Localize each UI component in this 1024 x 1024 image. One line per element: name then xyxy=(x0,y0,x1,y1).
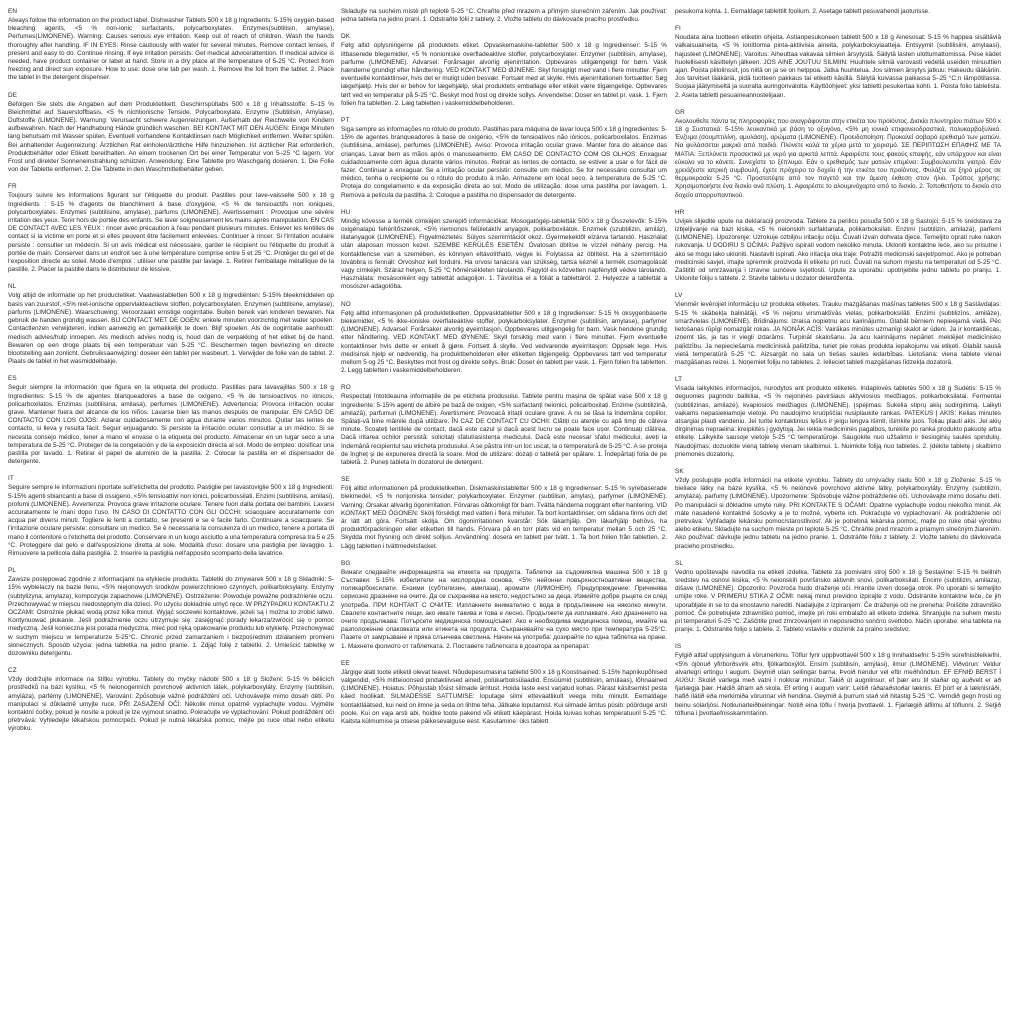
text-column-1 xyxy=(8,8,334,1016)
language-code: DK xyxy=(341,33,351,41)
section-body: Siga sempre as informações no rótulo do produto. Pastilhas para máquina de lavar louça 500 x 18 g Ingredientes: 5-15% de agentes branqueadores à base de oxigénio, <5% de tensioativos não iónicos, policarboxilatos. Enzimas (subtilisina, amilase), perfumes (LIMONENE). Aviso: Provoca irritação ocular grave. Manter fora do alcance das crianças. Lavar bem as mãos após o manuseamento. EM CASO DE CONTACTO COM OS OLHOS: Enxaguar cuidadosamente com água durante vários minutos. Retirar as lentes de contacto, se estiver a usar e for fácil de fazer. Continuar a enxaguar. Se a irritação ocular persistir: consulte um médico. Se for necessário consultar um médico, tenha o recipiente ou o rótulo do produto à mão. Armazene em local seco, à temperatura de 5-25 °C. Proteja do congelamento e da exposição direta ao sol. Modo de utilização: dose uma pastilha por lavagem. 1. Remova a película da pastilha. 2. Coloque a pastilha no dispensador de detergente. xyxy=(341,126,667,199)
section-ee xyxy=(341,660,667,726)
section-body: Järgige alati toote etiketil olevat teavet. Nõudepesumasina tabletid 500 x 18 g Koostisained: 5-15% hapnikupõhised valgendid, <5% mitteioonsed pindaktiivsed ained, polükarboksülaadid. Ensüümid (subtilisiin, amülaas), lõhnaained (LIMONENE). Hoiatus: Põhjustab tõsist silmade ärritust. Hoida laste eest varjatud kohas. Pärast käsitsemist pesta käed hoolikalt. SILMADESSE SATTUMISE: loputage silmi ettevaatlikult veega mitu minutit. Eemaldage kontaktläätsed, kui neid on ilmne ja seda on lihtne teha. Jätkake loputamist. Kui silmade ärritus püsib: pöörduge arsti poole. Kui on vaja arsti abi, hoidke toote pakend või etikett käepärast. Hoida kuivas kohas temperatuuril 5-25 °C. Kaitsta külmumise ja otsese päikesevalguse eest. Kasutamine: üks tablett xyxy=(341,668,667,726)
section-ro xyxy=(341,384,667,467)
language-code: NL xyxy=(8,283,17,291)
section-se xyxy=(341,476,667,551)
section-body: Respectați întotdeauna informațiile de pe eticheta produsului. Tablete pentru mașina de spălat vase 500 x 18 g Ingrediente: 5-15% agenți de albire pe bază de oxigen, <5% surfactanți neionici, policarboxilați. Enzime (subtilizină, amilază), parfumuri (LIMONENE). Avertisment: Provoacă iritații oculare grave. A nu se lăsa la îndemâna copiilor. Spălați-vă bine mâinile după utilizare. ÎN CAZ DE CONTACT CU OCHII: Clătiți cu atenție cu apă timp de câteva minute. Scoateți lentilele de contact, dacă este cazul și dacă acest lucru se poate face ușor. Continuați clătirea. Dacă iritarea ochilor persistă: solicitați sfatul/asistența medicului. Dacă este necesar sfatul medicului, aveți la îndemână recipientul sau eticheta produsului. A se păstra într-un loc uscat, la o temperatură de 5-25 °C. A se proteja de îngheț și de expunerea directă la soare. Mod de utilizare: dozați o tabletă per spălare. 1. Îndepărtați folia de pe tabletă. 2. Puneți tableta în dozatorul de detergent. xyxy=(341,393,667,466)
section-de xyxy=(8,92,334,175)
section-cz-continued xyxy=(341,8,667,24)
section-cz xyxy=(8,667,334,733)
section-en xyxy=(8,8,334,83)
section-body: Fylgið alltaf upplýsingum á vörumerkinu. Töflur fyrir uppþvottavél 500 x 18 g Innihaldsefni: 5-15% súrefnisbleikiefni, <5% ójónuð yfirborðsvirk efni, fjölkarboxýlöt. Ensím (subtilisín, amýlasi), ilmur (LIMONENE). Viðvörun: Veldur alvarlegri ertingu í augum. Geymið utan seilingar barna. Þvoið hendur vel eftir meðhöndlun. EF EFNIÐ BERST Í AUGU: Skolið varlega með vatni í nokkrar mínútur. Takið út augnlinsur, ef þær eru til staðar og auðvelt er að fjarlægja þær. Haldið áfram að skola. Ef erting í augum varir: Leitið ráða/aðstoðar læknis. Ef þörf er á læknisráði, hafið ílátið eða merkimiða vörunnar við hendina. Geymið á þurrum stað við hitastig 5-25 °C. Verndið gegn frosti og beinu sólarljósi. Notkunarleiðbeiningar: Notið eina töflu í hverja þvottavél. 1. Fjarlægið álfilmu af töflunni. 2. Setjið töfluna í þvottaefnisskammtarinn. xyxy=(675,652,1001,717)
section-body: Mindig kövesse a termék címkéjén szereplő információkat. Mosogatógép-tabletták 500 x 18 g Összetevők: 5-15% oxigénalapú fehérítőszerek, <5% nemionos felületaktív anyagok, polikarboxilátok. Enzimek (szubtilizin, amiláz), illatanyagok (LIMONENE). Figyelmeztetés: Súlyos szemirritációt okoz. Gyermekektől elzárva tartandó. Használat után alaposan mosson kezet. SZEMBE KERÜLÉS ESETÉN: Óvatosan öblítse le vízzel néhány percig. Ha kontaktlencse van a szemében, és könnyen eltávolítható, vegye ki. Folytassa az öblítést. Ha a szemirritáció továbbra is fennáll: Orvoshoz kell fordulni. Ha orvosi tanácsra van szükség, tartsa kéznél a termék csomagolását vagy címkéjét. Száraz helyen, 5-25 °C hőmérsékleten tárolandó. Fagytól és közvetlen napfénytől védve tárolandó. Használata: mosásonként egy tablettát adagoljon. 1. Távolítsa el a fóliát a tablettáról. 2. Helyezze a tablettát a mosószer-adagolóba. xyxy=(341,217,667,291)
section-body: Visada laikykitės informacijos, nurodytos ant produkto etiketės. Indaplovės tabletės 500 x 18 g Sudėtis: 5-15 % deguonies pagrindo balikliai, <5 % nejoninės paviršiaus aktyviosios medžiagos, polikarboksilatai. Fermentai (subtilizinas, amilazė), kvapiosios medžiagos (LIMONENE). Įspėjimas: Sukelia stiprų akių sudirginimą. Laikyti vaikams nepasiekiamoje vietoje. Po naudojimo kruopščiai nusiplaukite rankas. PATEKUS Į AKIS: Kelias minutes atsargiai plauti vandeniu. Jei turite kontaktinius lęšius ir jeigu lengva išimti, išimkite juos. Toliau plauti akis. Jei akių dirginimas nepraeina: kreipkitės į gydytoją. Jei reikia medicininės pagalbos, turėkite po ranka produkto pakuotę arba etiketę. Laikykite sausoje vietoje 5-25 °C temperatūroje. Saugokite nuo užšalimo ir tiesioginių saulės spindulių. Naudojimas: dozuokite vieną tabletę vienam skalbimui. 1. Nuimkite foliją nuo tabletės. 2. Įdėkite tabletę į skalbimo priemonės dozatorių. xyxy=(675,385,1001,458)
language-code: SK xyxy=(675,467,684,475)
language-code: BG xyxy=(341,559,351,567)
section-body: Toujours suivre les informations figurant sur l'étiquette du produit. Pastilles pour lave-vaisselle 500 x 18 g Ingrédients : 5-15 % d'agents de blanchiment à base d'oxygène, <5 % de tensioactifs non ioniques, polycarboxylates. Enzymes (subtilisine, amylase), parfums (LIMONENE). Avertissement : Provoque une sévère irritation des yeux. Tenir hors de portée des enfants. Se laver soigneusement les mains après manipulation. EN CAS DE CONTACT AVEC LES YEUX : rincer avec précaution à l'eau pendant plusieurs minutes. Enlever les lentilles de contact si la victime en porte et si elles peuvent être facilement enlevées. Continuer à rincer. Si l'irritation oculaire persiste : consulter un médecin. Si un avis médical est nécessaire, garder le récipient ou l'étiquette du produit à portée de main. Conserver dans un endroit sec à une température comprise entre 5 et 25 °C. Protéger du gel et de l'exposition directe au soleil. Mode d'emploi : utiliser une pastille par lavage. 1. Retirer l'emballage métallique de la pastille. 2. Placer la pastille dans le distributeur de lessive. xyxy=(8,192,334,274)
section-pl xyxy=(8,567,334,658)
section-pt xyxy=(341,117,667,200)
section-nl xyxy=(8,283,334,366)
language-code: EN xyxy=(8,8,18,15)
section-sk xyxy=(675,468,1001,551)
section-body: Vždy dodržujte informace na štítku výrobku. Tablety do myčky nádobí 500 x 18 g Složení: 5-15 % bělicích prostředků na bázi kyslíku, <5 % neionogenních povrchově aktivních látek, polykarboxyláty. Enzymy (subtilisin, amyláza), parfémy (LIMONENE). Varování: Způsobuje vážné podráždění očí. Uchovávejte mimo dosah dětí. Po manipulaci si důkladně umyjte ruce. PŘI ZASAŽENÍ OČÍ: Několik minut opatrně vyplachujte vodou. Vyjměte kontaktní čočky, pokud je nosíte a pokud je lze vyjmout snadno. Pokračujte ve vyplachování. Pokud podráždění očí přetrvává: Vyhledejte lékařskou pomoc/péči. Pokud je nutná lékařská pomoc, mějte po ruce obal nebo etiketu výrobku. xyxy=(8,676,334,733)
section-body: Always follow the information on the product label. Dishwasher Tablets 500 x 18 g Ingredients: 5-15% oxygen-based bleaching agents, <5 % non-ionic surfactants, polycarboxylates. Enzymes(subtilisin, amylase), Perfumes(LIMONENE). Warning: Causes serious eye irritation. Keep out of reach of children. Wash the hands thoroughly after handling. IF IN EYES: Rinse cautiously with water for several minutes. Remove contact lenses, if present and easy to do. Continue rinsing. If eye irritation persists: Get medical advice/attention. If medical advice is needed, have product container or label at hand. Store in a dry place at the temperature of 5-25 °C. Protect from freezing and direct sun exposure. How to use: dose one tab per wash. 1. Remove the foil from the tablet. 2. Place the tablet in the detergent dispenser. xyxy=(8,17,334,82)
section-body: Volg altijd de informatie op het productetiket. Vaatwastabletten 500 x 18 g Ingrediënten: 5-15% bleekmiddelen op basis van zuurstof, <5% niet-ionische oppervlakteactieve stoffen, polycarboxylaten. Enzymen (subtilisine, amylase), parfums (LIMONENE). Waarschuwing: Veroorzaakt ernstige oogirritatie. Buiten bereik van kinderen bewaren. Na gebruik de handen grondig wassen. BIJ CONTACT MET DE OGEN: enkele minuten voorzichtig met water spoelen. Contactlenzen verwijderen, indien aanwezig en gemakkelijk te doen. Blijf spoelen. Als de oogirritatie aanhoudt: medisch advies/hulp inroepen. Als medisch advies nodig is, houd dan de verpakking of het etiket bij de hand. Bewaren op een droge plaats bij een temperatuur van 5-25 °C. Beschermen tegen bevriezing en directe blootstelling aan zonlicht. Gebruiksaanwijzing: doseer één tablet per wasbeurt. 1. Verwijder de folie van de tablet. 2. Plaats de tablet in het wasmiddelbakje. xyxy=(8,292,334,366)
section-body: Skladujte na suchém místě při teplotě 5-25 °C. Chraňte před mrazem a přímým slunečním zářením. Jak používat: jedna tableta na jedno praní. 1. Odstraňte fólii z tablety. 2. Vložte tabletu do dávkovače pracího prostředku. xyxy=(341,8,667,24)
language-code: SL xyxy=(675,559,684,567)
language-code: LT xyxy=(675,376,683,384)
label-text-page xyxy=(8,8,1016,1016)
section-is xyxy=(675,643,1001,718)
section-body: Zawsze postępować zgodnie z informacjami na etykiecie produktu. Tabletki do zmywarek 500 x 18 g Składniki: 5-15% wybielaczy na bazie tlenu, <5% niejonowych środków powierzchniowo czynnych, polikarboksylany. Enzymy (subtylizyna, amylaza), kompozycje zapachowe (LIMONENE). Ostrzeżenie: Powoduje poważne podrażnienie oczu. Przechowywać w miejscu niedostępnym dla dzieci. Po użyciu dokładnie umyć ręce. W PRZYPADKU KONTAKTU Z OCZAMI: Ostrożnie płukać wodą przez kilka minut. Wyjąć soczewki kontaktowe, jeżeli są i można to zrobić łatwo. Kontynuować płukanie. Jeśli podrażnienie oczu utrzymuje się: zasięgnąć porady lekarza/zwrócić się o pomoc medyczną. Jeśli konieczna jest porada medyczna, mieć pod ręką opakowanie produktu lub etykietę. Przechowywać w suchym miejscu w temperaturze 5-25°C. Chronić przed zamarzaniem i bezpośrednim działaniem promieni słonecznych. Sposób użycia: jedna tabletka na jedno pranie. 1. Zdjąć folię z tabletki. 2. Umieścić tabletkę w dozowniku detergentu. xyxy=(8,576,334,657)
text-column-2 xyxy=(341,8,667,1016)
section-bg xyxy=(341,560,667,651)
language-code: EE xyxy=(341,659,350,667)
language-code: ES xyxy=(8,375,17,383)
language-code: CZ xyxy=(8,667,17,675)
language-code: NO xyxy=(341,300,351,308)
section-body: Винаги следвайте информацията на етикета на продукта. Таблетки за съдомиялна машина 500 x 18 g Съставки: 5-15% избелители на кислородна основа, <5% нейонни повърхностноактивни вещества, поликарбоксилати. Ензими (субтилизин, амилаза), аромати (ЛИМОНЕН). Предупреждение: Причинява сериозно дразнене на очите. Да се съхранява на място, недостъпно за деца. Измийте добре ръцете си след употреба. ПРИ КОНТАКТ С ОЧИТЕ: Изплакнете внимателно с вода в продължение на няколко минути. Свалете контактните лещи, ако имате такива и това е лесно. Продължете да изплаквате. Ако дразненето на очите продължава: Потърсете медицинска помощ/съвет. Ако е необходима медицинска помощ, имайте на разположение опаковката или етикета на продукта. Съхранявайте на сухо място при температура 5-25°C. Пазете от замръзване и пряка слънчева светлина. Начин на употреба: дозирайте по една таблетка на пране. 1. Махнете фолиото от таблетката. 2. Поставете таблетката в дозатора за препарат. xyxy=(341,568,667,650)
language-code: GR xyxy=(675,108,685,116)
section-body: Seguire sempre le informazioni riportate sull'etichetta del prodotto. Pastiglie per lavastoviglie 500 x 18 g Ingredienti: 5-15% agenti sbiancanti a base di ossigeno, <5% tensioattivi non ionici, policarbossilati. Enzimi (subtilisina, amilasi), profumi (LIMONENE). Avvertenza: Provoca grave irritazione oculare. Tenere fuori dalla portata dei bambini. Lavarsi accuratamente le mani dopo l'uso. IN CASO DI CONTATTO CON GLI OCCHI: sciacquare accuratamente con acqua per diversi minuti. Togliere le lenti a contatto, se presenti e se è facile farlo. Continuare a sciacquare. Se l'irritazione oculare persiste: consultare un medico. Se è necessaria la consulenza di un medico, tenere a portata di mano il contenitore o l'etichetta del prodotto. Conservare in un luogo asciutto a una temperatura compresa tra 5 e 25 °C. Proteggere dal gelo e dall'esposizione diretta al sole. Modalità d'uso: dosare una pastiglia per lavaggio. 1. Rimuovere la pellicola dalla pastiglia. 2. Inserire la pastiglia nell'apposito scomparto della lavatrice. xyxy=(8,484,334,557)
section-body: Seguir siempre la información que figura en la etiqueta del producto. Pastillas para lavavajillas 500 x 18 g Ingredientes: 5-15 % de agentes blanqueadores a base de oxígeno, <5 % de tensioactivos no iónicos, policarboxilatos. Enzimas (subtilisina, amilasa), perfumes (LIMONENE). Advertencia: Provoca irritación ocular grave. Mantener fuera del alcance de los niños. Lavarse bien las manos después de manipular. EN CASO DE CONTACTO CON LOS OJOS: Aclarar cuidadosamente con agua durante varios minutos. Quitar las lentes de contacto, si lleva y resulta fácil. Seguir enjuagando. Si persiste la irritación ocular: consultar a un médico. Si se necesita consejo médico, tener a mano el envase o la etiqueta del producto. Almacenar en un lugar seco a una temperatura de 5-25 °C. Proteger de la congelación y de la exposición directa al sol. Modo de empleo: dosificar una pastilla por lavado. 1. Retirar el papel de aluminio de la pastilla. 2. Colocar la pastilla en el dispensador de detergente. xyxy=(8,384,334,466)
section-body: Følg altid oplysningerne på produktets etiket. Opvaskemaskine-tabletter 500 x 18 g Ingredienser: 5-15 % iltbaserede blegemidler, <5 % nonioniske overfladeaktive stoffer, polycarboxylater. Enzymer (subtilisin, amylase), parfume (LIMONENE). Advarsel: Forårsager alvorlig øjenirritation. Opbevares utilgængeligt for børn. Vask hænderne grundigt efter håndtering. VED KONTAKT MED ØJNENE: Skyl forsigtigt med vand i flere minutter. Fjern eventuelle kontaktlinser, hvis det er muligt uden besvær. Fortsæt med at skylle. Hvis øjenirritationen fortsætter: Søg lægehjælp. Hvis der er behov for lægehjælp, skal produktets emballage eller etiket være tilgængelige. Opbevares tørt ved en temperatur på 5-25 °C. Beskyt mod frost og direkte sollys. Anvendelse: Doser en tablet pr. vask. 1. Fjern folien fra tabletten. 2. Læg tabletten i vaskemiddelbeholderen. xyxy=(341,42,667,107)
section-fr xyxy=(8,183,334,274)
section-no xyxy=(341,301,667,376)
section-body: Vienmēr ievērojiet informāciju uz produkta etiķetes. Trauku mazgāšanas mašīnas tabletes 500 x 18 g Sastāvdaļas: 5-15 % skābekļa balinātāji, <5 % nejonu virsmaktīvās vielas, polikarboksilāti. Enzīmi (subtilizīns, amilāze), smaržvielas (LIMONENE). Brīdinājums: Izraisa nopietnu acu kairinājumu. Glabāt bērniem nepieejamā vietā. Pēc lietošanas rūpīgi nomazgāt rokas. JA NONĀK ACĪS: Vairākas minūtes uzmanīgi skalot ar ūdeni. Ja ir kontaktlēcas, izņemt tās, ja tas ir viegli izdarāms. Turpināt skalošanu. Ja acu kairinājums nepāriet: meklējiet medicīnisko palīdzību. Ja nepieciešama medicīniskā palīdzība, turiet pie rokas produkta iepakojumu vai etiķeti. Glabāt sausā vietā temperatūrā 5-25 °C. Aizsargāt no sala un tiešas saules iedarbības. Lietošana: viena tablete vienai mazgāšanas reizei. 1. Noņemiet foliju no tabletes. 2. Ielieciet tableti mazgāšanas līdzekļa dozatorā. xyxy=(675,301,1001,366)
language-code: PT xyxy=(341,117,350,125)
section-body: Ακολουθείτε πάντα τις πληροφορίες που αναγράφονται στην ετικέτα του προϊόντος. Δισκία πλυντηρίου πιάτων 500 x 18 g Συστατικά: 5-15% λευκαντικά με βάση το οξυγόνο, <5% μη ιονικά επιφανειοδραστικά, πολυκαρβοξυλικά. Ένζυμα (σουμπτιλίνη, αμυλάση), αρώματα (LIMONENE). Προειδοποίηση: Προκαλεί σοβαρό ερεθισμό των ματιών. Να φυλάσσεται μακριά από παιδιά. Πλύνετε καλά τα χέρια μετά το χειρισμό. ΣΕ ΠΕΡΙΠΤΩΣΗ ΕΠΑΦΗΣ ΜΕ ΤΑ ΜΑΤΙΑ: Ξεπλύνετε προσεκτικά με νερό για αρκετά λεπτά. Αφαιρέστε τους φακούς επαφής, εάν υπάρχουν και είναι εύκολο να το κάνετε. Συνεχίστε το ξέπλυμα. Εάν ο ερεθισμός των ματιών επιμένει: Συμβουλευτείτε γιατρό. Εάν χρειάζεστε ιατρική συμβουλή, έχετε πρόχειρο το δοχείο ή την ετικέτα του προϊόντος. Φυλάξτε σε ξηρό μέρος σε θερμοκρασία 5-25 °C. Προστατέψτε από τον παγετό και την άμεση έκθεση στον ήλιο. Τρόπος χρήσης: Χρησιμοποιήστε ένα δισκίο ανά πλύση. 1. Αφαιρέστε το αλουμινόχαρτο από το δισκίο. 2. Τοποθετήστε το δισκίο στο δοχείο απορρυπαντικού. xyxy=(675,117,1001,199)
language-code: PL xyxy=(8,567,17,575)
text-column-3 xyxy=(675,8,1001,1016)
section-hu xyxy=(341,209,667,292)
language-code: FI xyxy=(675,25,681,33)
section-fi xyxy=(675,25,1001,100)
section-body: Befolgen Sie stets die Angaben auf dem Produktetikett. Geschirrspültabs 500 x 18 g Inhaltsstoffe: 5–15 % Bleichmittel auf Sauerstoffbasis, <5 % nichtionische Tenside, Polycarboxylate. Enzyme (Subtilisin, Amylase), Duftstoffe (LIMONENE). Warnung: Verursacht schwere Augenreizungen. Außerhalb der Reichweite von Kindern aufbewahren. Nach der Handhabung Hände gründlich waschen. BEI KONTAKT MIT DEN AUGEN: Einige Minuten lang behutsam mit Wasser spülen. Eventuell vorhandene Kontaktlinsen nach Möglichkeit entfernen. Weiter spülen. Bei anhaltender Augenreizung: Ärztlichen Rat einholen/ärztliche Hilfe hinzuziehen. Ist ärztlicher Rat erforderlich, Produktbehälter oder Etikett bereithalten. An einem trockenen Ort bei einer Temperatur von 5–25 °C lagern. Vor Frost und direkter Sonneneinstrahlung schützen. Anwendung: Eine Tablette pro Waschgang dosieren. 1. Die Folie von der Tablette entfernen. 2. Die Tablette in den Waschmittelbehälter geben. xyxy=(8,100,334,174)
section-body: Följ alltid informationen på produktetiketten. Diskmaskinstabletter 500 x 18 g Ingredienser: 5-15 % syrebaserade blekmedel, <5 % nonjoniska tensider, polykarboxylater. Enzymer (subtilisin, amylas), parfymer (LIMONENE). Varning: Orsakar allvarlig ögonirritation. Förvaras oåtkomligt för barn. Tvätta händerna noggrant efter hantering. VID KONTAKT MED ÖGONEN: Skölj försiktigt med vatten i flera minuter. Ta bort kontaktlinser, om sådana finns och det är lätt att göra. Fortsätt skölja. Om ögonirritationen kvarstår: Sök läkarhjälp. Om läkarhjälp behövs, ha produktförpackningen eller etiketten till hands. Förvara på en torr plats vid en temperatur mellan 5 och 25 °C. Skydda mot frysning och direkt solljus. Användning: dosera en tablett per tvätt. 1. Ta bort folien från tabletten. 2. Lägg tabletten i tvättmedelsfacket. xyxy=(341,485,667,550)
language-code: IT xyxy=(8,475,14,483)
section-it xyxy=(8,475,334,558)
language-code: IS xyxy=(675,643,682,651)
section-ee-continued xyxy=(675,8,1001,16)
section-body: Vedno upoštevajte navodila na etiketi izdelka. Tablete za pomivalni stroj 500 x 18 g Sestavine: 5-15 % belilnih sredstev na osnovi kisika, <5 % neionskih površinsko aktivnih snovi, polikarboksilati. Encimi (subtilizin, amilaza), dišave (LIMONENE). Opozorilo: Povzroča hudo draženje oči. Hranite izven dosega otrok. Po uporabi si temeljito umijte roke. V PRIMERU STIKA Z OČMI: nekaj minut previdno izpirajte z vodo. Odstranite kontaktne leče, če jih uporabljate in se to da enostavno narediti. Nadaljujte z izpiranjem. Če draženje oči ne preneha: Poiščite zdravniško pomoč. Če potrebujete zdravniško pomoč, imejte pri roki embalažo ali etiketo izdelka. Shranjujte na suhem mestu pri temperaturi 5-25 °C. Zaščitite pred zmrzovanjem in neposredno sončno svetlobo. Način uporabe: ena tableta na pranje. 1. Odstranite folijo s tablete. 2. Tableto vstavite v dozirnik za pralno sredstvo. xyxy=(675,568,1001,634)
section-body: Følg alltid informasjonen på produktetiketten. Oppvasktabletter 500 x 18 g Ingredienser: 5-15 % oksygenbaserte blekemidler, <5 % ikke-ioniske overflateaktive stoffer, polykarboksylater. Enzymer (subtilisin, amylase), parfymer (LIMONENE). Advarsel: Forårsaker alvorlig øyeirritasjon. Oppbevares utilgjengelig for barn. Vask hendene grundig etter håndtering. VED KONTAKT MED ØYNENE: Skyll forsiktig med vann i flere minutter. Fjern eventuelle kontaktlinser hvis dette er enkelt å gjøre. Fortsett å skylle. Ved vedvarende øyeirritasjon: Oppsøk lege. Hvis medisinsk hjelp er nødvendig, ha produktbeholderen eller etiketten tilgjengelig. Oppbevares tørt ved temperatur mellom 5 og 25 °C. Beskyttes mot frost og direkte sollys. Bruk: Doser én tablett per vask. 1. Fjern folien fra tabletten. 2. Legg tabletten i vaskemiddelbeholderen. xyxy=(341,309,667,375)
language-code: LV xyxy=(675,292,683,300)
section-sl xyxy=(675,560,1001,635)
section-lv xyxy=(675,292,1001,367)
section-gr xyxy=(675,109,1001,200)
section-es xyxy=(8,375,334,466)
section-body: Vždy postupujte podľa informácií na etikete výrobku. Tablety do umývačky riadu 500 x 18 g Zloženie: 5-15 % bieliace látky na báze kyslíka, <5 % neiónové povrchovo aktívne látky, polykarboxyláty. Enzýmy (subtilizín, amyláza), parfumy (LIMONENE). Upozornenie: Spôsobuje vážne podráždenie očí. Uchovávajte mimo dosahu detí. Po manipulácii si dôkladne umyte ruky. PRI KONTAKTE S OČAMI: Opatrne vyplachujte vodou niekoľko minút. Ak máte nasadené kontaktné šošovky a je to možné, vyberte ich. Pokračujte vo vyplachovaní. Ak podráždenie očí pretrváva: Vyhľadajte lekársku pomoc/starostlivosť. Ak je potrebná lekárska pomoc, majte po ruke obal výrobku alebo etiketu. Skladujte na suchom mieste pri teplote 5-25 °C. Chráňte pred mrazom a priamym slnečným žiarením. Ako používať: dávkujte jednu tabletu na jedno pranie. 1. Odstráňte fóliu z tablety. 2. Vložte tabletu do dávkovača pracieho prostriedku. xyxy=(675,476,1001,550)
language-code: SE xyxy=(341,476,350,484)
language-code: FR xyxy=(8,183,17,191)
section-body: Noudata aina tuotteen etiketin ohjeita. Astianpesukoneen tabletit 500 x 18 g Ainesosat: 5-15 % happea sisältäviä valkaisuaineita, <5 % ionittomia pinta-aktiivisia aineita, polykarboksylaatteja. Entsyymit (subtilisiini, amylaasi), hajusteet (LIMONENE). Varoitus: Aiheuttaa vakavaa silmien ärsytystä. Säilytä lasten ulottumattomissa. Pese kädet huolellisesti käsittelyn jälkeen. JOS AINE JOUTUU SILMIIN: Huuhtele silmiä varovasti vedellä useiden minuuttien ajan. Poista piilolinssit, jos niitä on ja se on helppoa. Jatka huuhtelua. Jos silmien ärsytys jatkuu: Hakeudu lääkäriin. Jos tarvitset lääkäriä, pidä tuotteen pakkaus tai etiketti käsillä. Säilytä kuivassa paikassa 5–25 °C:n lämpötilassa. Suojaa jäätymiseltä ja suoralta auringonvalolta. Käyttöohjeet: yksi tabletti pesukertaa kohti. 1. Poista folio tabletista. 2. Aseta tabletti pesuaineannostelijaan. xyxy=(675,34,1001,99)
language-code: RO xyxy=(341,384,351,392)
language-code: DE xyxy=(8,91,18,99)
section-lt xyxy=(675,376,1001,459)
language-code: HU xyxy=(341,208,351,216)
section-dk xyxy=(341,33,667,108)
section-body: Uvijek slijedite upute na deklaraciji proizvoda. Tablete za perilicu posuđa 500 x 18 g Sastojci: 5-15 % sredstava za izbjeljivanje na bazi kisika, <5 % neionskih surfaktanata, polikarboksilati. Enzimi (subtilizin, amilaza), parfemi (LIMONENE). Upozorenje: Uzrokuje ozbiljnu iritaciju očiju. Čuvati izvan dohvata djece. Temeljito oprati ruke nakon rukovanja. U DODIRU S OČIMA: Pažljivo ispirati vodom nekoliko minuta. Ukloniti kontaktne leće, ako su prisutne i ako se mogu lako ukloniti. Nastaviti ispirati. Ako iritacija oka traje: Potražiti medicinski savjet/pomoć. Ako je potreban medicinski savjet, imajte spremnik proizvoda ili etiketu pri ruci. Čuvati na suhom mjestu na temperaturi od 5-25 °C. Zaštititi od smrzavanja i izravne sunčeve svjetlosti. Upute za uporabu: upotrijebite jednu tabletu po pranju. 1. Uklonite foliju s tablete. 2. Stavite tabletu u dozator deterdženta. xyxy=(675,217,1001,283)
language-code: HR xyxy=(675,208,685,216)
section-body: pesukorra kohta. 1. Eemaldage tablettilt foolium. 2. Asetage tablett pesuvahendi jaoturisse. xyxy=(675,8,930,15)
section-hr xyxy=(675,209,1001,284)
